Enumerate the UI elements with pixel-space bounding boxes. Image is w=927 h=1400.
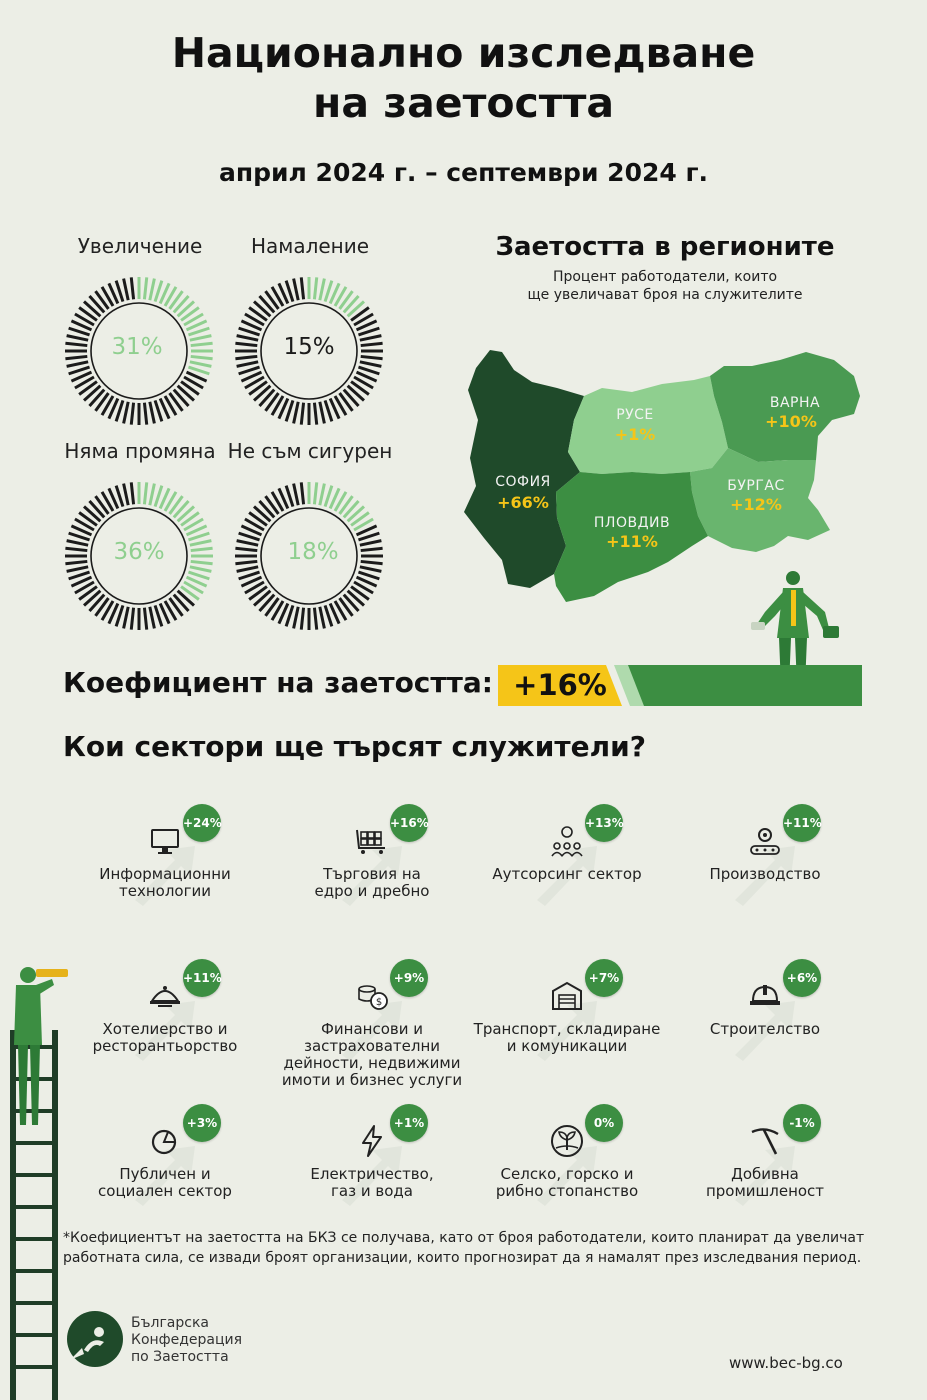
region-label-burgas: БУРГАС: [727, 478, 785, 494]
title-line2: на заетостта: [313, 79, 614, 127]
regions-subtitle: [500, 268, 830, 304]
sector-growth-badge: +3%: [183, 1104, 221, 1142]
sector-growth-badge: +11%: [183, 959, 221, 997]
sector-growth-badge: +11%: [783, 804, 821, 842]
cloche-icon: [148, 979, 182, 1017]
title-line1: Национално изследване: [171, 29, 756, 77]
sectors-title: Кои сектори ще търсят служители?: [63, 730, 646, 763]
region-label-plovdiv: ПЛОВДИВ: [593, 515, 671, 531]
regions-title: Заетостта в регионите: [495, 232, 835, 262]
sector-name: [665, 1021, 865, 1038]
donut-label-unsure: Не съм сигурен: [227, 439, 393, 463]
period-subtitle: април 2024 г. – септември 2024 г.: [218, 158, 709, 187]
sector-name-line2: и комуникации: [506, 1037, 628, 1055]
sector-name-line1: Строителство: [709, 1020, 821, 1038]
region-value-plovdiv: +11%: [606, 532, 658, 551]
region-value-ruse: +1%: [614, 425, 656, 444]
sector-name: [272, 1166, 472, 1200]
regions-subtitle-line1: Процент работодатели, които: [552, 269, 778, 285]
sector-name-line2: застрахователни: [303, 1037, 441, 1055]
sector-name-line1: Хотелиерство и: [102, 1020, 228, 1038]
bulgaria-map: [462, 340, 862, 605]
logo-line1: Българска: [131, 1315, 209, 1331]
sector-name-line3: дейности, недвижими: [283, 1054, 461, 1072]
sector-name: [65, 1021, 265, 1055]
sector-name-line2: рибно стопанство: [495, 1182, 639, 1200]
sector-name-line1: Аутсорсинг сектор: [492, 865, 642, 883]
sector-growth-badge: +1%: [390, 1104, 428, 1142]
logo-line3: по Заетостта: [131, 1349, 229, 1365]
region-label-varna: ВАРНА: [769, 395, 821, 411]
donut-label-decrease: Намаление: [250, 234, 370, 258]
sector-name: [272, 866, 472, 900]
sector-name-line1: Финансови и: [321, 1020, 423, 1038]
sector-name: [467, 1166, 667, 1200]
sector-name: [65, 866, 265, 900]
region-value-sofia: +66%: [497, 493, 549, 512]
sector-growth-badge: +6%: [783, 959, 821, 997]
sector-growth-badge: +24%: [183, 804, 221, 842]
logo-line2: Конфедерация: [131, 1332, 243, 1348]
team-icon: [550, 824, 584, 862]
sector-name: [665, 866, 865, 883]
lightning-icon: [355, 1124, 389, 1162]
sector-name-line1: Електричество,: [310, 1165, 434, 1183]
donut-value-no-change: 36%: [113, 539, 165, 565]
donut-value-decrease: 15%: [283, 334, 335, 360]
ladder-illustration: [0, 965, 70, 1400]
sector-name: [665, 1166, 865, 1200]
donut-label-no-change: Няма промяна: [64, 439, 216, 463]
svg-text:$: $: [375, 997, 383, 1008]
sector-name-line2: промишленост: [705, 1182, 825, 1200]
sector-growth-badge: 0%: [585, 1104, 623, 1142]
bec-logo-icon: [66, 1310, 124, 1368]
sector-name-line2: газ и вода: [331, 1182, 413, 1200]
donut-label-increase: Увеличение: [77, 234, 203, 258]
sector-name: [467, 1021, 667, 1055]
sector-name: [467, 866, 667, 883]
conveyor-icon: [748, 824, 782, 862]
logo-text: [131, 1315, 242, 1366]
donut-value-increase: 31%: [111, 334, 163, 360]
sector-name: [272, 1021, 472, 1089]
sector-growth-badge: +13%: [585, 804, 623, 842]
sector-name-line1: Търговия на: [323, 865, 421, 883]
regions-subtitle-line2: ще увеличават броя на служителите: [527, 287, 803, 303]
warehouse-icon: [550, 979, 584, 1017]
pickaxe-icon: [748, 1124, 782, 1162]
sector-name-line2: ресторантьорство: [92, 1037, 238, 1055]
sector-name-line4: имоти и бизнес услуги: [281, 1071, 463, 1089]
sector-name-line1: Публичен и: [119, 1165, 211, 1183]
coefficient-label: Коефициент на заетостта:: [63, 666, 493, 699]
sector-name-line2: едро и дребно: [314, 882, 430, 900]
sector-growth-badge: +16%: [390, 804, 428, 842]
sector-growth-badge: +7%: [585, 959, 623, 997]
website-link[interactable]: www.bec-bg.co: [729, 1354, 843, 1372]
sector-name-line1: Добивна: [731, 1165, 799, 1183]
coins-icon: [355, 979, 389, 1017]
pie-chart-icon: [148, 1124, 182, 1162]
footnote: *Коефициентът на заетостта на БКЗ се получава, като от броя работодатели, които планират да увеличат работната сила, се извади броят организации, които прогнозират да я намалят през изследвания период.: [63, 1230, 865, 1266]
helmet-icon: [748, 979, 782, 1017]
cart-icon: [355, 824, 389, 862]
sector-name: [65, 1166, 265, 1200]
sector-name-line2: технологии: [119, 882, 211, 900]
page-title: [0, 28, 927, 128]
coefficient-value: +16%: [513, 668, 607, 702]
sector-growth-badge: +9%: [390, 959, 428, 997]
sector-name-line1: Информационни: [99, 865, 231, 883]
sector-growth-badge: -1%: [783, 1104, 821, 1142]
donut-value-unsure: 18%: [287, 539, 339, 565]
sector-name-line1: Транспорт, складиране: [473, 1020, 661, 1038]
region-label-ruse: РУСЕ: [616, 407, 654, 423]
region-value-varna: +10%: [765, 412, 817, 431]
computer-icon: [148, 824, 182, 862]
region-label-sofia: СОФИЯ: [495, 474, 551, 490]
region-value-burgas: +12%: [730, 495, 782, 514]
sector-name-line1: Селско, горско и: [500, 1165, 634, 1183]
sector-name-line1: Производство: [709, 865, 821, 883]
sector-name-line2: социален сектор: [98, 1182, 232, 1200]
plant-icon: [550, 1124, 584, 1162]
